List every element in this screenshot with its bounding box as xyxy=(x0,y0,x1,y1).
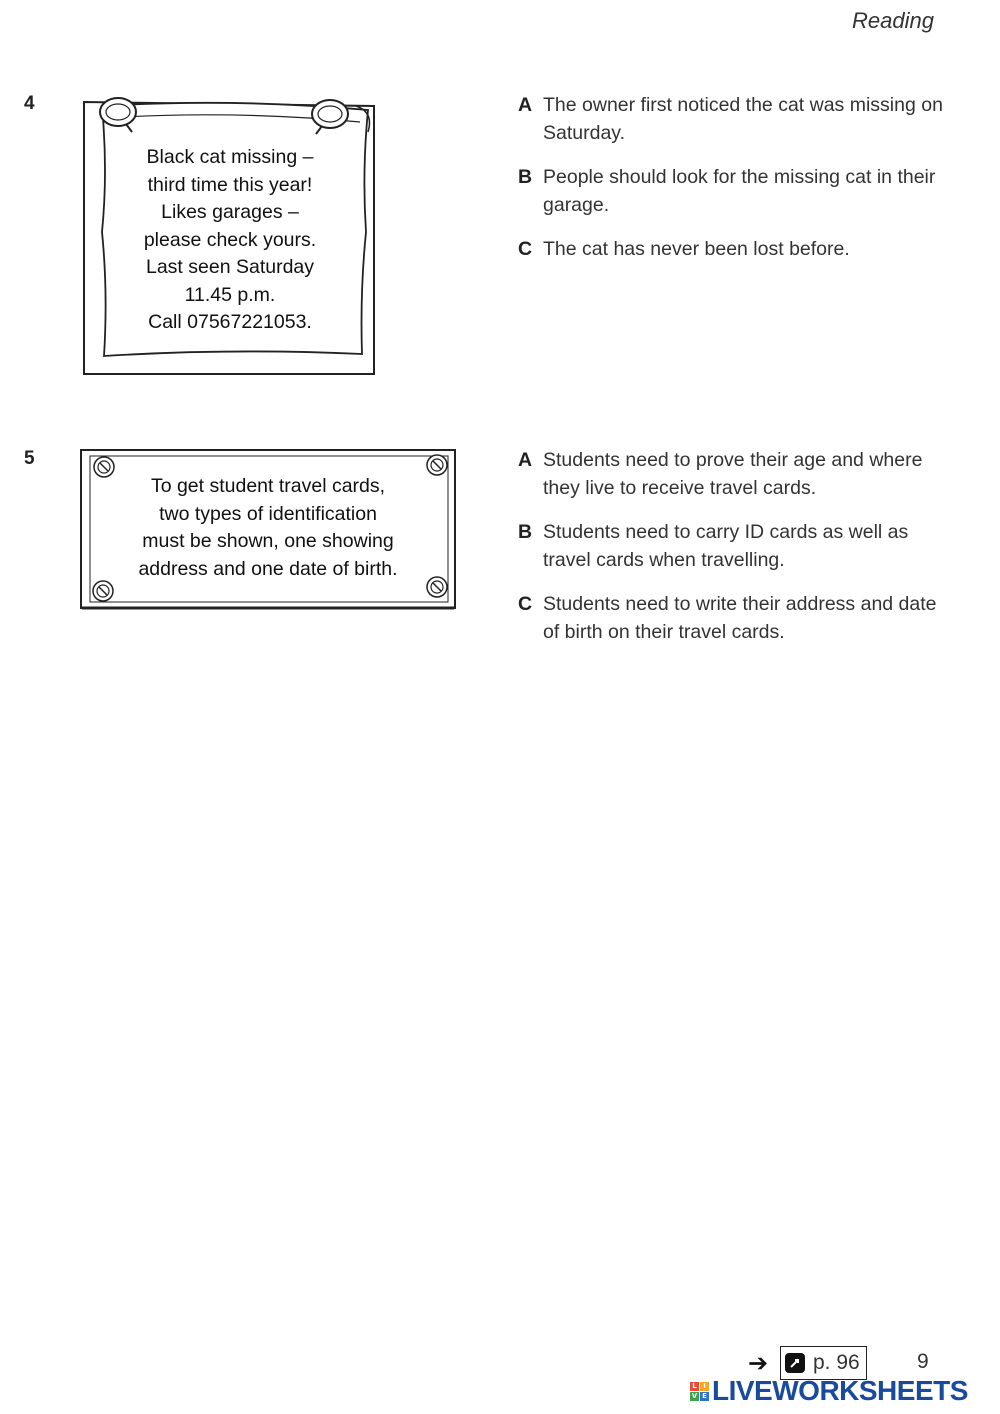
option-a[interactable] xyxy=(518,447,948,502)
option-a[interactable] xyxy=(518,92,948,147)
notice-line: please check yours. xyxy=(143,228,317,251)
option-letter: C xyxy=(518,593,533,615)
option-c[interactable] xyxy=(518,591,948,646)
missing-cat-notice xyxy=(82,92,378,378)
notice-line: must be shown, one showing xyxy=(142,530,394,552)
arrow-right-icon: ➔ xyxy=(748,1349,769,1377)
brand-name: LIVEWORKSHEETS xyxy=(712,1375,968,1406)
notice-line: Likes garages – xyxy=(161,201,299,223)
option-letter: B xyxy=(518,521,533,543)
liveworksheets-logo-icon xyxy=(690,1382,709,1401)
page-section-title: Reading xyxy=(852,8,934,33)
notice-line: To get student travel cards, xyxy=(150,475,386,497)
option-letter: A xyxy=(518,94,533,116)
option-text: People should look for the missing cat in their garage. xyxy=(543,166,936,216)
missing-cat-notice-text xyxy=(108,144,352,337)
question-number-4: 4 xyxy=(24,93,35,114)
notice-line: Last seen Saturday xyxy=(145,256,315,278)
notice-line: third time this year! xyxy=(147,173,313,196)
option-text: Students need to carry ID cards as well as travel cards when travelling. xyxy=(543,521,909,571)
option-letter: B xyxy=(518,166,533,188)
travel-card-notice-text xyxy=(100,473,436,583)
option-text: Students need to write their address and date of birth on their travel cards. xyxy=(543,593,937,643)
screw-icon xyxy=(427,455,447,475)
logo-tile: V xyxy=(691,1391,698,1400)
option-text: Students need to prove their age and where they live to receive travel cards. xyxy=(543,449,923,499)
page-number: 9 xyxy=(917,1350,929,1373)
liveworksheets-brand xyxy=(690,1375,968,1407)
question-5-options xyxy=(518,447,948,663)
option-b[interactable] xyxy=(518,519,948,574)
question-4-options xyxy=(518,92,948,281)
notice-line: Call 07567221053. xyxy=(148,311,312,333)
option-text: The cat has never been lost before. xyxy=(543,238,850,260)
logo-tile: I xyxy=(700,1382,709,1391)
notice-line: address and one date of birth. xyxy=(138,557,398,580)
option-b[interactable] xyxy=(518,164,948,219)
logo-tile: E xyxy=(700,1392,709,1401)
logo-tile: L xyxy=(690,1382,699,1391)
notice-line: 11.45 p.m. xyxy=(184,283,276,306)
notice-line: Black cat missing – xyxy=(146,146,314,168)
option-text: The owner first noticed the cat was missing on Saturday. xyxy=(543,94,943,144)
screw-icon xyxy=(93,581,113,601)
page-ref-icon xyxy=(785,1353,805,1373)
question-number-5: 5 xyxy=(24,448,35,469)
option-letter: A xyxy=(518,449,533,471)
travel-card-notice xyxy=(80,448,456,610)
notice-line: two types of identification xyxy=(159,502,377,525)
option-letter: C xyxy=(518,238,533,260)
page-reference-text: p. 96 xyxy=(813,1351,860,1374)
option-c[interactable] xyxy=(518,236,948,264)
